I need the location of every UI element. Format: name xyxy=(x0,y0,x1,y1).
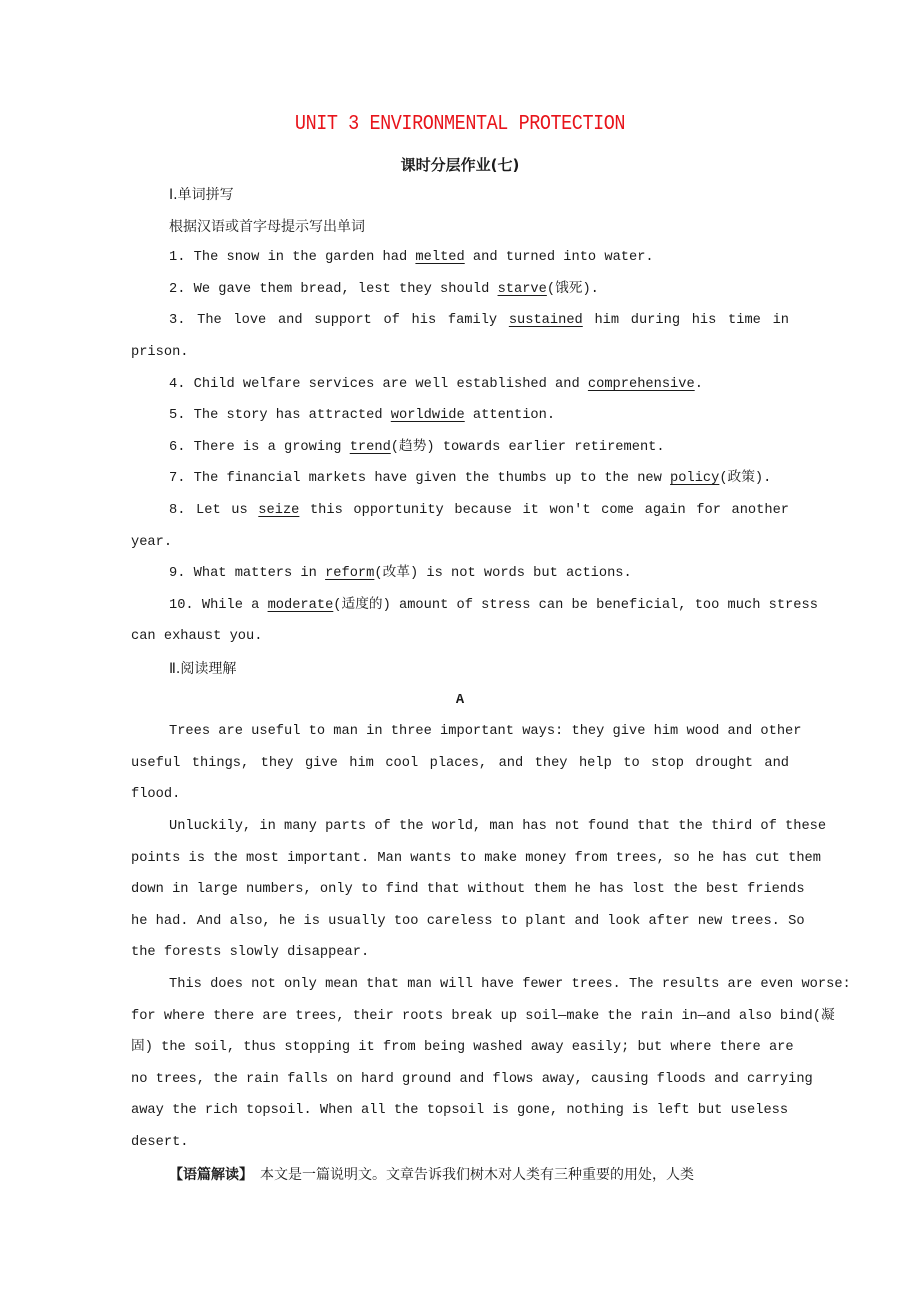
text-segment: 2. We gave them bread, lest they should xyxy=(169,281,498,297)
text-line xyxy=(131,1038,794,1058)
text-segment: This does not only mean that man will have fewer trees. The results are even worse: xyxy=(169,977,851,992)
unit-title: UNIT 3 ENVIRONMENTAL PROTECTION xyxy=(294,113,626,136)
text-segment: attention. xyxy=(464,408,556,424)
text-line xyxy=(131,849,821,869)
text-segment: him during his time in xyxy=(582,313,789,329)
text-line xyxy=(169,469,771,489)
text-segment: down in large numbers, only to find that without them he has lost the best friends xyxy=(131,882,805,898)
text-segment: . xyxy=(694,376,703,392)
answer-word: trend xyxy=(349,439,391,455)
text-segment: 9. What matters in xyxy=(169,566,326,582)
text-segment: points is the most important. Man wants to make money from trees, so he has cut them xyxy=(131,850,821,866)
text-segment: Trees are useful to man in three important ways: they give him wood and other xyxy=(169,724,802,740)
text-segment: flood. xyxy=(131,787,181,803)
text-line xyxy=(169,248,654,268)
text-segment: 5. The story has attracted xyxy=(169,408,391,424)
text-line xyxy=(131,943,369,963)
text-segment: (趋势) towards earlier retirement. xyxy=(390,439,665,455)
answer-word: comprehensive xyxy=(587,376,695,392)
text-segment: 3. The love and support of his family xyxy=(169,313,509,329)
answer-word: moderate xyxy=(267,597,334,613)
text-line xyxy=(131,880,805,900)
text-segment: and turned into water. xyxy=(464,250,654,266)
text-line xyxy=(169,217,365,239)
text-line xyxy=(169,501,789,521)
text-segment: year. xyxy=(131,534,173,550)
text-line xyxy=(169,817,826,837)
text-segment: A xyxy=(455,692,465,708)
text-line xyxy=(169,722,801,742)
answer-word: sustained xyxy=(508,313,583,329)
answer-word: policy xyxy=(670,471,720,487)
text-line xyxy=(169,975,851,995)
text-segment: (改革) is not words but actions. xyxy=(374,566,632,582)
text-segment: he had. And also, he is usually too careless to plant and look after new trees. So xyxy=(131,913,805,929)
text-line xyxy=(169,406,555,426)
text-line xyxy=(169,311,789,331)
answer-word: seize xyxy=(258,503,300,518)
text-segment: useful things, they give him cool places, and they help to stop drought and xyxy=(131,755,789,771)
text-line xyxy=(169,375,703,395)
section-label: 【语篇解读】 xyxy=(169,1166,246,1183)
text-segment: 本文是一篇说明文。文章告诉我们树木对人类有三种重要的用处，人类 xyxy=(246,1166,694,1183)
text-segment: prison. xyxy=(131,345,189,360)
text-segment: this opportunity because it won't come again for another xyxy=(299,503,789,518)
text-segment: the forests slowly disappear. xyxy=(131,945,370,961)
answer-word: starve xyxy=(497,281,547,297)
assignment-subtitle: 课时分层作业(七) xyxy=(400,156,520,174)
text-segment: can exhaust you. xyxy=(131,629,263,645)
text-line xyxy=(131,1007,835,1027)
text-line xyxy=(131,1101,788,1121)
text-segment: Ⅱ.阅读理解 xyxy=(169,661,237,677)
text-segment: 固) the soil, thus stopping it from being washed away easily; but where there are xyxy=(131,1040,794,1056)
text-segment: (适度的) amount of stress can be beneficial, too much stress xyxy=(333,597,818,613)
text-line xyxy=(131,1133,189,1153)
text-line xyxy=(131,627,262,647)
answer-word: worldwide xyxy=(390,408,465,424)
text-segment: 8. Let us xyxy=(169,503,259,518)
text-line xyxy=(169,185,234,207)
text-line xyxy=(169,596,818,616)
text-line xyxy=(131,754,789,774)
text-segment: desert. xyxy=(131,1135,189,1150)
text-segment: away the rich topsoil. When all the topsoil is gone, nothing is left but useless xyxy=(131,1103,789,1119)
text-line xyxy=(169,438,665,458)
text-segment: for where there are trees, their roots break up soil—make the rain in—and also bind(凝 xyxy=(131,1008,835,1024)
text-line xyxy=(169,659,236,681)
text-segment: (饿死). xyxy=(546,281,599,297)
text-segment: 4. Child welfare services are well established and xyxy=(169,376,588,392)
text-segment: Ⅰ.单词拼写 xyxy=(169,187,234,203)
text-line xyxy=(131,912,805,932)
text-segment: 根据汉语或首字母提示写出单词 xyxy=(169,218,365,235)
text-line xyxy=(131,533,172,553)
text-segment: Unluckily, in many parts of the world, man has not found that the third of these xyxy=(169,819,827,834)
text-line xyxy=(131,343,189,363)
text-line xyxy=(131,785,180,805)
text-segment: 7. The financial markets have given the thumbs up to the new xyxy=(169,471,671,487)
text-segment: 1. The snow in the garden had xyxy=(169,250,416,266)
text-line xyxy=(169,1165,694,1187)
text-segment: 6. There is a growing xyxy=(169,439,350,455)
answer-word: melted xyxy=(415,250,465,266)
text-line xyxy=(131,1070,813,1090)
text-segment: (政策). xyxy=(719,471,772,487)
text-line xyxy=(169,564,632,584)
text-segment: 10. While a xyxy=(169,597,268,613)
answer-word: reform xyxy=(325,566,375,582)
text-line xyxy=(169,280,599,300)
text-segment: no trees, the rain falls on hard ground and flows away, causing floods and carrying xyxy=(131,1071,813,1087)
passage-label xyxy=(0,691,920,711)
